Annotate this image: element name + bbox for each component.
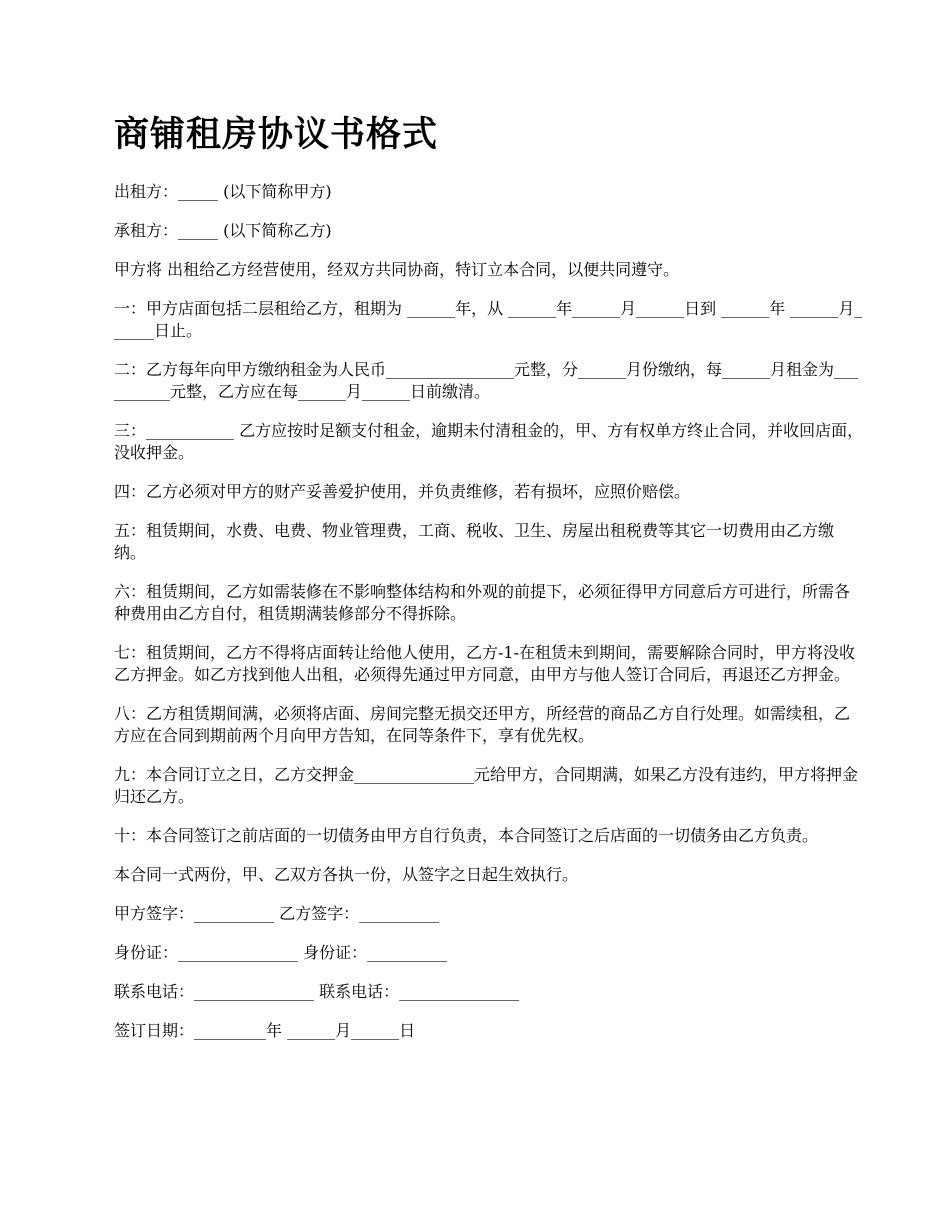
clause-8: 八：乙方租赁期间满，必须将店面、房间完整无损交还甲方，所经营的商品乙方自行处理。如需续租，乙方应在合同到期前两个月向甲方告知，在同等条件下，享有优先权。 — [114, 704, 851, 745]
document-title: 商铺租房协议书格式 — [114, 115, 439, 155]
signature-line: 甲方签字：__________ 乙方签字：__________ — [114, 904, 440, 923]
clause-3: 三：___________ 乙方应按时足额支付租金，逾期未付清租金的，甲、方有权单方终止合同，并收回店面，没收押金。 — [114, 421, 864, 462]
phone-line: 联系电话：_______________ 联系电话：_______________ — [114, 982, 520, 1001]
copies-statement: 本合同一式两份，甲、乙双方各执一份，从签字之日起生效执行。 — [114, 865, 579, 884]
clause-7: 七：租赁期间，乙方不得将店面转让给他人使用，乙方-1-在租赁未到期间，需要解除合同时，甲方将没收乙方押金。如乙方找到他人出租，必须得先通过甲方同意，由甲方与他人签订合同后，再退还乙方押金。 — [114, 643, 855, 684]
clause-6: 六：租赁期间，乙方如需装修在不影响整体结构和外观的前提下，必须征得甲方同意后方可进行，所需各种费用由乙方自付，租赁期满装修部分不得拆除。 — [114, 582, 851, 623]
id-card-line: 身份证：_______________ 身份证：__________ — [114, 943, 448, 962]
clause-4: 四：乙方必须对甲方的财产妥善爱护使用，并负责维修，若有损坏，应照价赔偿。 — [114, 482, 691, 501]
clause-10: 十：本合同签订之前店面的一切债务由甲方自行负责，本合同签订之后店面的一切债务由乙方负责。 — [114, 826, 819, 845]
clause-9: 九：本合同订立之日，乙方交押金_______________元给甲方，合同期满，如果乙方没有违约，甲方将押金归还乙方。 — [114, 765, 859, 806]
clause-5: 五：租赁期间，水费、电费、物业管理费，工商、税收、卫生、房屋出租税费等其它一切费用由乙方缴纳。 — [114, 521, 835, 562]
lessor-line: 出租方：_____ (以下简称甲方) — [114, 182, 332, 201]
clause-2: 二：乙方每年向甲方缴纳租金为人民币________________元整，分______月份缴纳，每______月租金为__________元整，乙方应在每______月______日前缴清。 — [114, 360, 859, 401]
preamble: 甲方将 出租给乙方经营使用，经双方共同协商，特订立本合同，以便共同遵守。 — [114, 260, 680, 279]
sign-date-line: 签订日期：_________年 ______月______日 — [114, 1021, 416, 1040]
document-page — [114, 110, 864, 1059]
lessee-line: 承租方：_____ (以下简称乙方) — [114, 221, 332, 240]
clause-1: 一：甲方店面包括二层租给乙方，租期为 ______年，从 ______年______月______日到 ______年 ______月______日止。 — [114, 299, 863, 340]
